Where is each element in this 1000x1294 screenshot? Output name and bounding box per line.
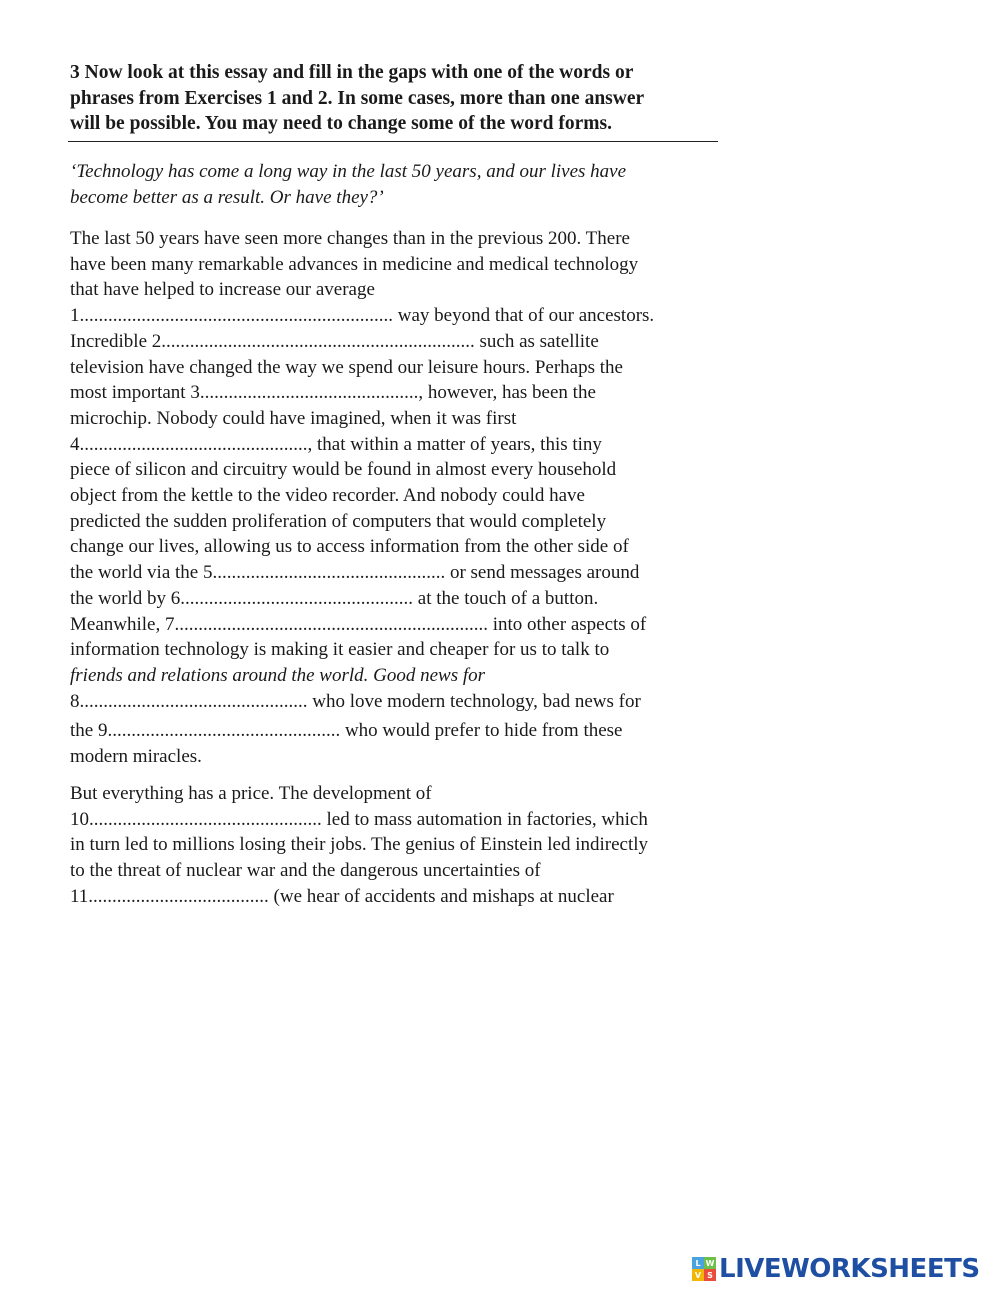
essay-line: modern miracles.: [70, 746, 202, 768]
essay-line: object from the kettle to the video recorder. And nobody could have: [70, 485, 585, 507]
gap-line-7: Meanwhile, 7.................................................................. into other aspects of: [70, 613, 647, 635]
quote-line: ‘Technology has come a long way in the last 50 years, and our lives have: [70, 161, 627, 182]
gap-line-5: the world via the 5................................................. or send messages around: [70, 562, 640, 584]
logo-text: LIVEWORKSHEETS: [719, 1254, 980, 1284]
essay-paragraph-2: [70, 781, 730, 910]
essay-line: have been many remarkable advances in medicine and medical technology: [70, 253, 639, 275]
essay-line: that have helped to increase our average: [70, 279, 375, 301]
gap-line-10: 10................................................. led to mass automation in factories, which: [70, 808, 648, 830]
liveworksheets-logo-icon: [692, 1257, 716, 1281]
essay-line: change our lives, allowing us to access information from the other side of: [70, 536, 629, 558]
gap-line-9: the 9................................................. who would prefer to hide from these: [70, 720, 623, 742]
essay-line: predicted the sudden proliferation of computers that would completely: [70, 510, 607, 532]
instruction-line: 3 Now look at this essay and fill in the gaps with one of the words or: [70, 62, 634, 83]
essay-prompt-quote: [70, 159, 730, 211]
quote-line: become better as a result. Or have they?’: [70, 187, 384, 208]
logo-icon-tile: S: [704, 1269, 716, 1281]
logo-icon-tile: W: [705, 1258, 715, 1268]
essay-line: microchip. Nobody could have imagined, when it was first: [70, 407, 517, 429]
liveworksheets-logo: [692, 1254, 980, 1284]
instruction-line: will be possible. You may need to change some of the word forms.: [70, 113, 613, 134]
essay-line: But everything has a price. The development of: [70, 783, 432, 804]
essay-line: to the threat of nuclear war and the dangerous uncertainties of: [70, 860, 541, 882]
essay-paragraph-1: [70, 226, 730, 770]
gap-line-3: most important 3.............................................., however, has been the: [70, 382, 596, 404]
essay-line: piece of silicon and circuitry would be found in almost every household: [70, 459, 617, 481]
essay-line: in turn led to millions losing their jobs. The genius of Einstein led indirectly: [70, 834, 649, 856]
heading-divider: [68, 141, 718, 142]
gap-line-1: 1.................................................................. way beyond that of our ancestors.: [70, 305, 655, 327]
essay-line: friends and relations around the world. Good news for: [70, 664, 486, 686]
logo-icon-tile: V: [692, 1269, 704, 1281]
gap-line-11: 11...................................... (we hear of accidents and mishaps at nuclear: [70, 885, 614, 907]
exercise-instruction: [70, 60, 730, 137]
logo-icon-tile: L: [692, 1257, 704, 1269]
gap-line-6: the world by 6................................................. at the touch of a button.: [70, 587, 599, 609]
essay-line: information technology is making it easier and cheaper for us to talk to: [70, 639, 610, 661]
instruction-line: phrases from Exercises 1 and 2. In some cases, more than one answer: [70, 87, 645, 109]
gap-line-2: Incredible 2.................................................................. such as satellite: [70, 330, 599, 352]
gap-line-4: 4................................................, that within a matter of years, this tiny: [70, 433, 602, 455]
essay-line: The last 50 years have seen more changes than in the previous 200. There: [70, 228, 630, 249]
essay-line: television have changed the way we spend our leisure hours. Perhaps the: [70, 356, 623, 378]
gap-line-8: 8................................................ who love modern technology, bad news for: [70, 690, 641, 712]
